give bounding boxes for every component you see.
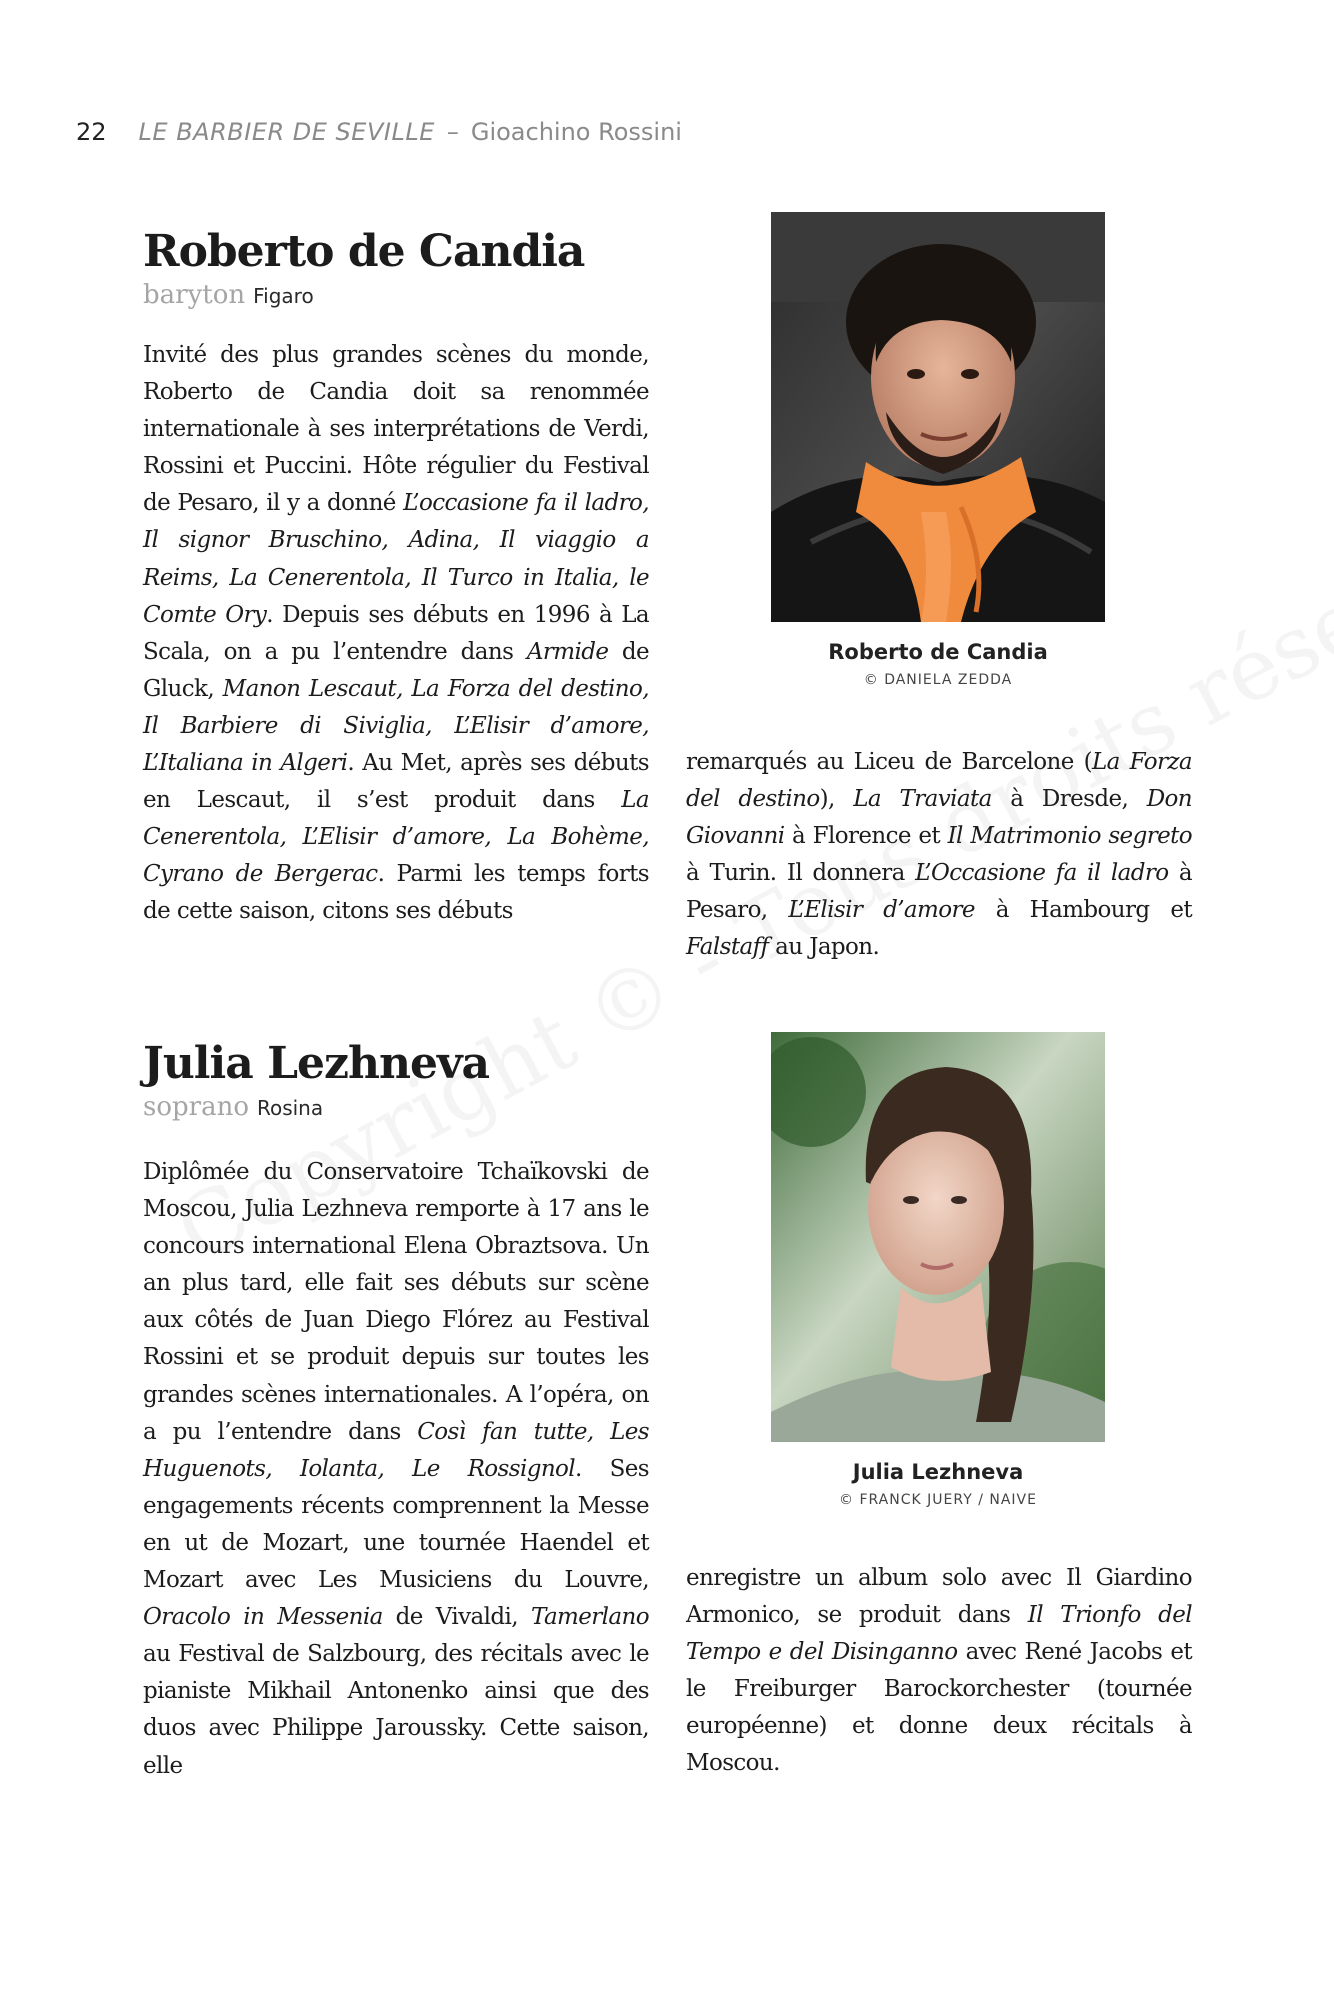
page-number: 22 xyxy=(76,118,107,146)
portrait-photo xyxy=(771,1032,1105,1442)
bio-text: Diplômée du Conservatoire Tchaïkovski de Moscou, Julia Lezhneva remporte à 17 ans le concours international Elena Obraztsova. Un an plus tard, elle fait ses débuts sur scène aux côtés de Juan Diego Flórez au Festival Rossini et se produit depuis sur toutes les grandes scènes internationales. A l’opéra, on a pu l’entendre dans Così fan tutte, Les Huguenots, Iolanta, Le Rossignol. Ses engagements récents comprennent la Messe en ut de Mozart, une tournée Haendel et Mozart avec Les Musiciens du Louvre, Oracolo in Messenia de Vivaldi, Tamerlano au Festival de Salzbourg, des récitals avec le pianiste Mikhail Antonenko ainsi que des duos avec Philippe Jaroussky. Cette saison, elle xyxy=(143,1159,649,1779)
photo-caption-name: Julia Lezhneva xyxy=(852,1460,1024,1484)
photo-caption-name: Roberto de Candia xyxy=(828,640,1048,664)
role-name: Rosina xyxy=(256,1096,324,1120)
bio-column-right xyxy=(686,1560,1192,1783)
voice-role-line xyxy=(143,280,314,310)
opera-title: LE BARBIER DE SEVILLE xyxy=(138,118,435,146)
photo-credit: © FRANCK JUERY / NAIVE xyxy=(839,1492,1037,1508)
bio-text: Invité des plus grandes scènes du monde, Roberto de Candia doit sa renommée internationale à ses interprétations de Verdi, Rossini et Puccini. Hôte régulier du Festival de Pesaro, il y a donné L’occasione fa il ladro, Il signor Bruschino, Adina, Il viaggio a Reims, La Cenerentola, Il Turco in Italia, le Comte Ory. Depuis ses débuts en 1996 à La Scala, on a pu l’entendre dans Armide de Gluck, Manon Lescaut, La Forza del destino, Il Barbiere di Siviglia, L’Elisir d’amore, L’Italiana in Algeri. Au Met, après ses débuts en Lescaut, il s’est produit dans La Cenerentola, L’Elisir d’amore, La Bohème, Cyrano de Bergerac. Parmi les temps forts de cette saison, citons ses débuts xyxy=(143,342,650,925)
artist-name: Roberto de Candia xyxy=(143,226,585,277)
bio-text-continued: remarqués au Liceu de Barcelone (La Forza del destino), La Traviata à Dresde, Don Giovanni à Florence et Il Matrimonio segreto à Turin. Il donnera L’Occasione fa il ladro à Pesaro, L’Elisir d’amore à Hambourg et Falstaff au Japon. xyxy=(686,749,1193,961)
bio-column-right xyxy=(686,744,1192,967)
bio-text-continued: enregistre un album solo avec Il Giardino Armonico, se produit dans Il Trionfo del Tempo e del Disinganno avec René Jacobs et le Freiburger Barockorchester (tournée européenne) et donne deux récitals à Moscou. xyxy=(686,1565,1192,1777)
voice-type: baryton xyxy=(143,280,246,310)
voice-role-line xyxy=(143,1092,323,1122)
bio-column-left xyxy=(143,337,649,931)
page-header xyxy=(76,118,682,146)
portrait-photo xyxy=(771,212,1105,622)
photo-credit: © DANIELA ZEDDA xyxy=(863,672,1013,688)
composer-name: Gioachino Rossini xyxy=(470,118,682,146)
portrait-roberto-de-candia xyxy=(771,212,1105,622)
artist-name: Julia Lezhneva xyxy=(143,1038,490,1089)
role-name: Figaro xyxy=(253,284,314,308)
voice-type: soprano xyxy=(143,1092,249,1122)
bio-column-left xyxy=(143,1154,649,1785)
header-separator: – xyxy=(446,118,459,146)
portrait-julia-lezhneva xyxy=(771,1032,1105,1442)
